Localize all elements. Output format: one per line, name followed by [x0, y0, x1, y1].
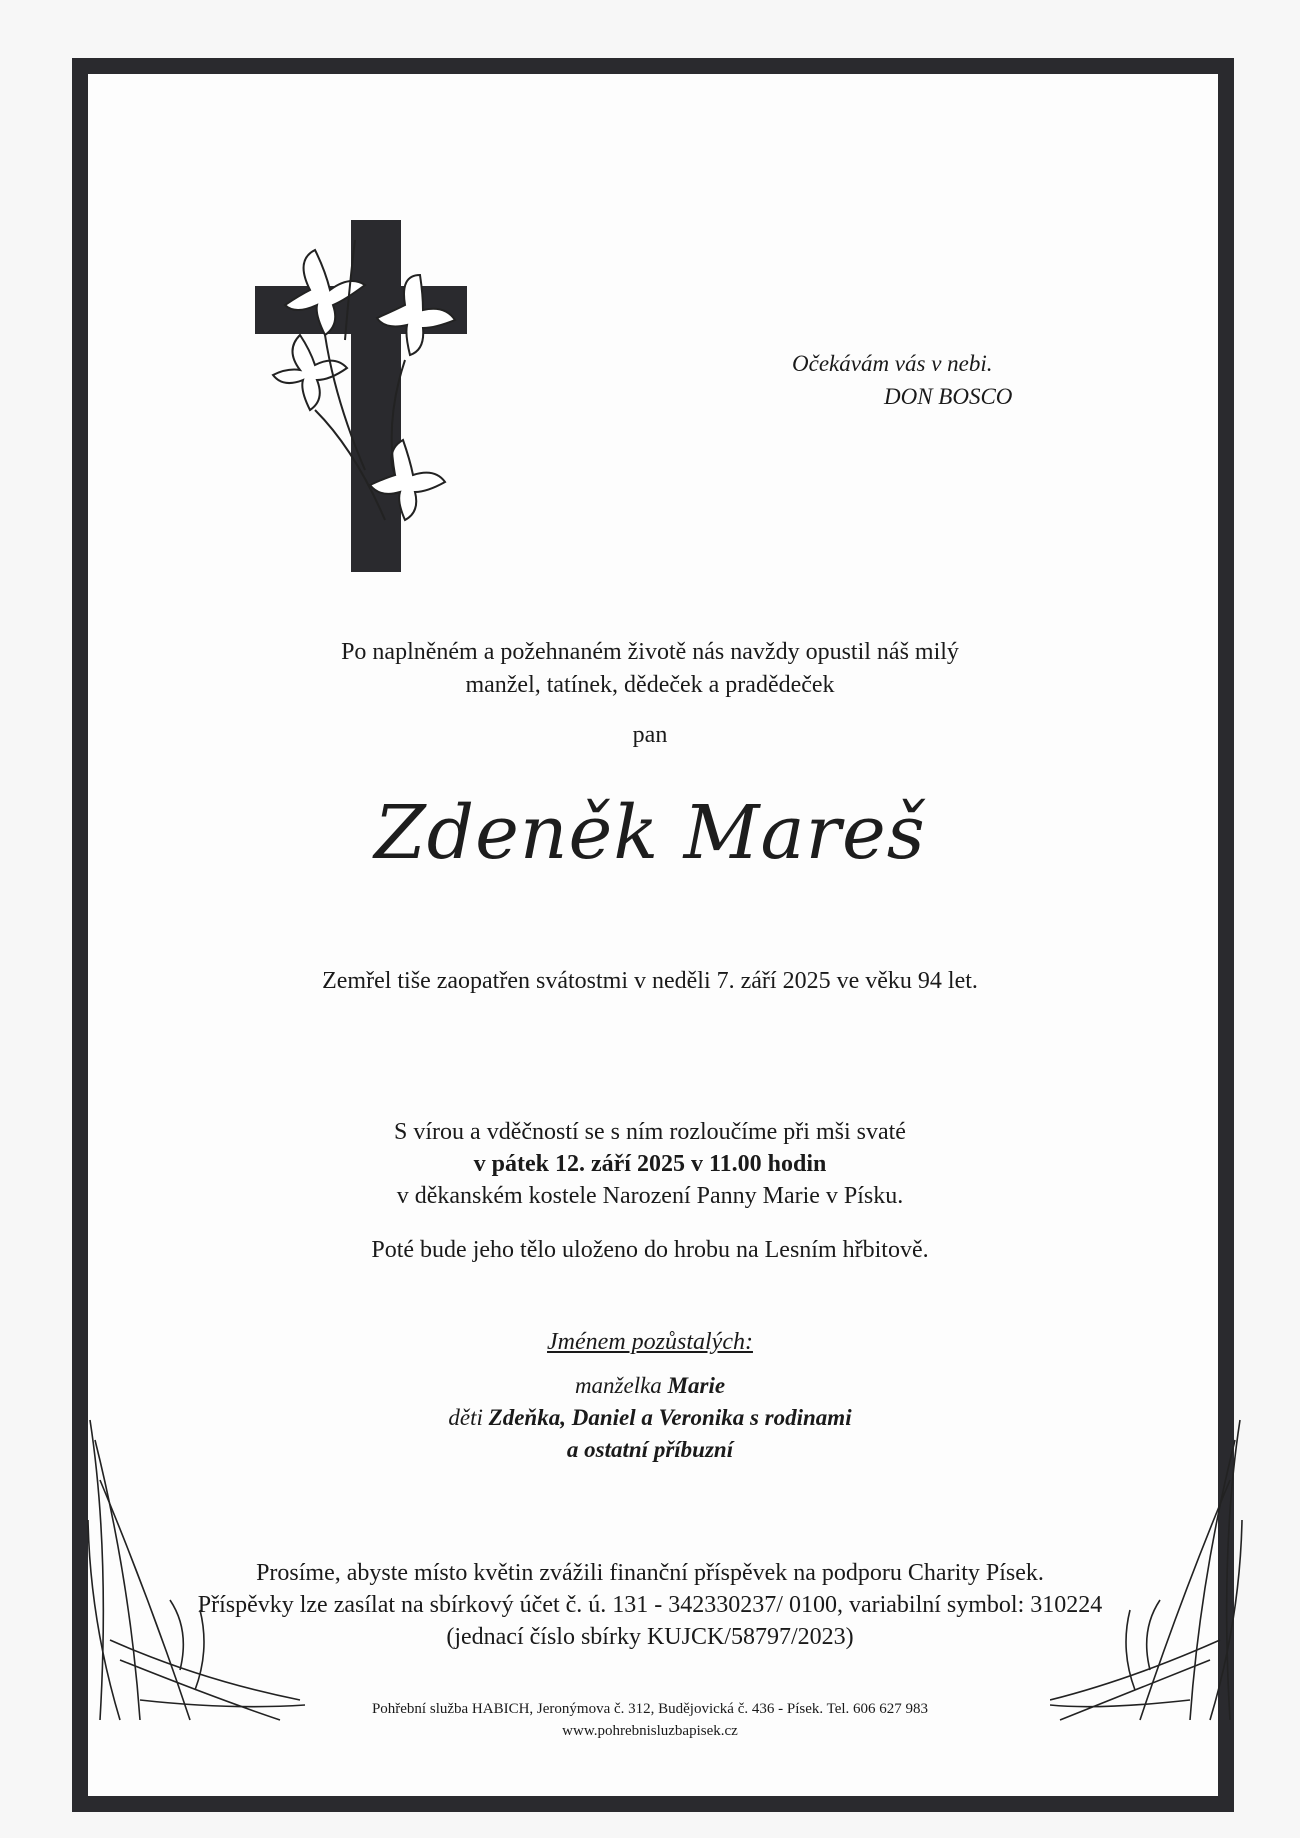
charity-line-2: Příspěvky lze zasílat na sbírkový účet č. ú. 131 - 342330237/ 0100, variabilní symbol: 310224: [197, 1592, 1103, 1618]
footer-address: Pohřební služba HABICH, Jeronýmova č. 312, Budějovická č. 436 - Písek. Tel. 606 627 983: [371, 1701, 929, 1717]
funeral-service-footer: [200, 1698, 1100, 1742]
cross-with-lilies-icon: [255, 220, 475, 580]
family-relatives: [200, 1434, 1100, 1466]
children-names: Zdeňka, Daniel a Veronika s rodinami: [488, 1405, 852, 1430]
quote-author: DON BOSCO: [884, 384, 1013, 409]
wife-name: Marie: [667, 1373, 726, 1398]
grass-ornament-icon: [80, 1400, 310, 1740]
burial-notice: Poté bude jeho tělo uloženo do hrobu na Lesním hřbitově.: [371, 1237, 929, 1263]
wife-prefix: manželka: [574, 1373, 662, 1398]
family-wife: [200, 1370, 1100, 1402]
deceased-name: Zdeněk Mareš: [374, 790, 926, 876]
charity-line-3: (jednací číslo sbírky KUJCK/58797/2023): [446, 1624, 854, 1650]
farewell-line-1: S vírou a vděčností se s ním rozloučíme při mši svaté: [394, 1119, 906, 1145]
children-prefix: děti: [448, 1405, 483, 1430]
relatives-text: a ostatní příbuzní: [566, 1437, 734, 1462]
family-children: [200, 1402, 1100, 1434]
farewell-paragraph: [200, 1116, 1100, 1212]
motto-quote: [700, 347, 1120, 413]
family-list: [200, 1370, 1100, 1466]
farewell-place: v děkanském kostele Narození Panny Marie v Písku.: [396, 1183, 904, 1209]
family-heading: Jménem pozůstalých:: [547, 1329, 753, 1355]
title-prefix: pan: [632, 722, 668, 748]
charity-line-1: Prosíme, abyste místo květin zvážili finanční příspěvek na podporu Charity Písek.: [256, 1560, 1044, 1586]
intro-line-2: manžel, tatínek, dědeček a pradědeček: [465, 672, 835, 698]
footer-website: www.pohrebnisluzbapisek.cz: [562, 1723, 738, 1739]
death-notice: Zemřel tiše zaopatřen svátostmi v neděli 7. září 2025 ve věku 94 let.: [322, 968, 978, 994]
quote-text: Očekávám vás v nebi.: [792, 351, 993, 376]
farewell-date-time: v pátek 12. září 2025 v 11.00 hodin: [473, 1151, 827, 1177]
grass-ornament-icon: [1050, 1400, 1250, 1740]
intro-paragraph: [200, 636, 1100, 702]
intro-line-1: Po naplněném a požehnaném životě nás navždy opustil náš milý: [341, 639, 959, 665]
